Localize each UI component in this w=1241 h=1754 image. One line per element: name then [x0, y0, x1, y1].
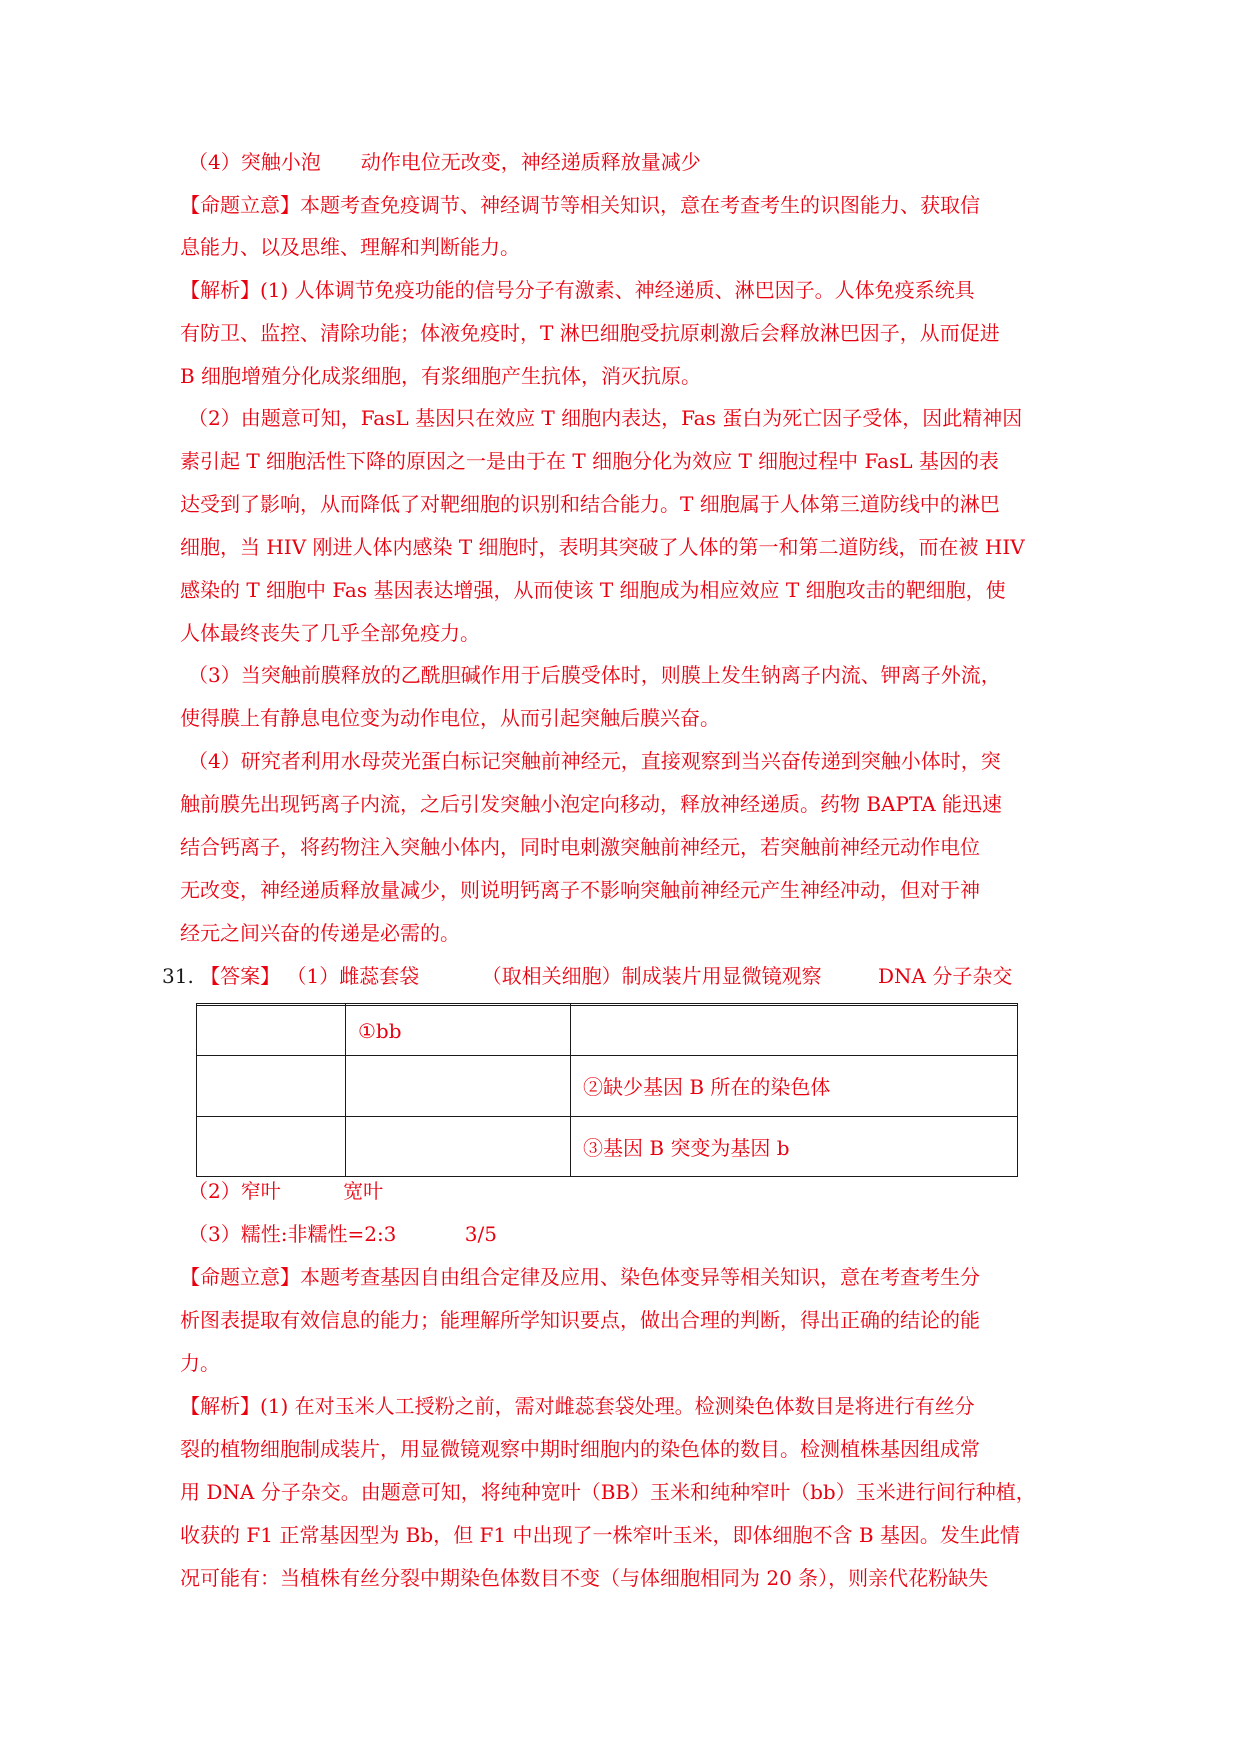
- analysis2-line-2: 裂的植物细胞制成装片，用显微镜观察中期时细胞内的染色体的数目。检测植株基因组成常: [180, 1437, 980, 1461]
- table-cell: ②缺少基因 B 所在的染色体: [571, 1056, 1018, 1116]
- table-cell: [346, 1116, 571, 1176]
- answer-part-2: （取相关细胞）制成装片用显微镜观察: [481, 964, 822, 988]
- analysis-line-7: 细胞，当 HIV 刚进人体内感染 T 细胞时，表明其突破了人体的第一和第二道防线，而在被 HIV: [180, 535, 1025, 559]
- analysis-line-11: 使得膜上有静息电位变为动作电位，从而引起突触后膜兴奋。: [180, 706, 720, 730]
- analysis-line-4: （2）由题意可知，FasL 基因只在效应 T 细胞内表达，Fas 蛋白为死亡因子受体，因此精神因: [188, 406, 1023, 430]
- answer-wide-leaf: 宽叶: [343, 1179, 384, 1203]
- analysis-line-2: 有防卫、监控、清除功能；体液免疫时，T 淋巴细胞受抗原刺激后会释放淋巴因子，从而促进: [180, 321, 1000, 345]
- table-cell: ①bb: [346, 1006, 571, 1056]
- table-row: [197, 1006, 1018, 1056]
- analysis-line-1: 【解析】(1) 人体调节免疫功能的信号分子有激素、神经递质、淋巴因子。人体免疫系统具: [180, 278, 975, 302]
- table-cell: [197, 1006, 346, 1056]
- intent2-line-3: 力。: [180, 1351, 220, 1375]
- analysis-line-5: 素引起 T 细胞活性下降的原因之一是由于在 T 细胞分化为效应 T 细胞过程中 FasL 基因的表: [180, 449, 999, 473]
- analysis-line-3: B 细胞增殖分化成浆细胞，有浆细胞产生抗体，消灭抗原。: [180, 364, 702, 388]
- table-row: [197, 1116, 1018, 1176]
- analysis-line-8: 感染的 T 细胞中 Fas 基因表达增强，从而使该 T 细胞成为相应效应 T 细胞攻击的靶细胞，使: [180, 578, 1006, 602]
- table-cell: [346, 1056, 571, 1116]
- answer-ratio: （3）糯性:非糯性=2:3: [188, 1222, 397, 1246]
- answer-part-2-line: [188, 1177, 383, 1205]
- answer-part-3: DNA 分子杂交: [877, 964, 1013, 988]
- analysis2-line-1: 【解析】(1) 在对玉米人工授粉之前，需对雌蕊套袋处理。检测染色体数目是将进行有丝分: [180, 1394, 975, 1418]
- intent2-line-1: 【命题立意】本题考查基因自由组合定律及应用、染色体变异等相关知识，意在考查考生分: [180, 1265, 980, 1289]
- analysis-line-10: （3）当突触前膜释放的乙酰胆碱作用于后膜受体时，则膜上发生钠离子内流、钾离子外流，: [188, 663, 1001, 687]
- analysis2-line-4: 收获的 F1 正常基因型为 Bb，但 F1 中出现了一株窄叶玉米，即体细胞不含 B 基因。发生此情: [180, 1523, 1020, 1547]
- answer-fraction: 3/5: [464, 1222, 497, 1246]
- analysis2-line-3: 用 DNA 分子杂交。由题意可知，将纯种宽叶（BB）玉米和纯种窄叶（bb）玉米进行间行种植，: [180, 1480, 1036, 1504]
- answer-tag: 【答案】: [200, 964, 281, 988]
- analysis-line-13: 触前膜先出现钙离子内流，之后引发突触小泡定向移动，释放神经递质。药物 BAPTA 能迅速: [180, 792, 1003, 816]
- table-cell: [197, 1116, 346, 1176]
- question-number: 31.: [162, 964, 194, 988]
- analysis-line-14: 结合钙离子，将药物注入突触小体内，同时电刺激突触前神经元，若突触前神经元动作电位: [180, 835, 980, 859]
- answer-part-3-line: [188, 1220, 497, 1248]
- analysis-line-15: 无改变，神经递质释放量减少，则说明钙离子不影响突触前神经元产生神经冲动，但对于神: [180, 878, 980, 902]
- answer-table: [196, 1003, 1018, 1177]
- table-cell: [571, 1006, 1018, 1056]
- intent-line-2: 息能力、以及思维、理解和判断能力。: [180, 235, 520, 259]
- intent-line-1: 【命题立意】本题考查免疫调节、神经调节等相关知识，意在考查考生的识图能力、获取信: [180, 193, 980, 217]
- analysis-line-6: 达受到了影响，从而降低了对靶细胞的识别和结合能力。T 细胞属于人体第三道防线中的淋巴: [180, 492, 1000, 516]
- analysis-line-16: 经元之间兴奋的传递是必需的。: [180, 921, 460, 945]
- analysis2-line-5: 况可能有：当植株有丝分裂中期染色体数目不变（与体细胞相同为 20 条），则亲代花粉缺失: [180, 1566, 989, 1590]
- analysis-line-9: 人体最终丧失了几乎全部免疫力。: [180, 621, 480, 645]
- analysis-line-12: （4）研究者利用水母荧光蛋白标记突触前神经元，直接观察到当兴奋传递到突触小体时，突: [188, 749, 1001, 773]
- table-row: [197, 1056, 1018, 1116]
- question-31-answer: [162, 962, 1012, 990]
- answer-line-4: （4）突触小泡 动作电位无改变，神经递质释放量减少: [188, 150, 701, 174]
- table-cell: ③基因 B 突变为基因 b: [571, 1116, 1018, 1176]
- table-cell: [197, 1056, 346, 1116]
- answer-part-1: （1）雌蕊套袋: [286, 964, 420, 988]
- answer-narrow-leaf: （2）窄叶: [188, 1179, 281, 1203]
- intent2-line-2: 析图表提取有效信息的能力；能理解所学知识要点，做出合理的判断，得出正确的结论的能: [180, 1308, 980, 1332]
